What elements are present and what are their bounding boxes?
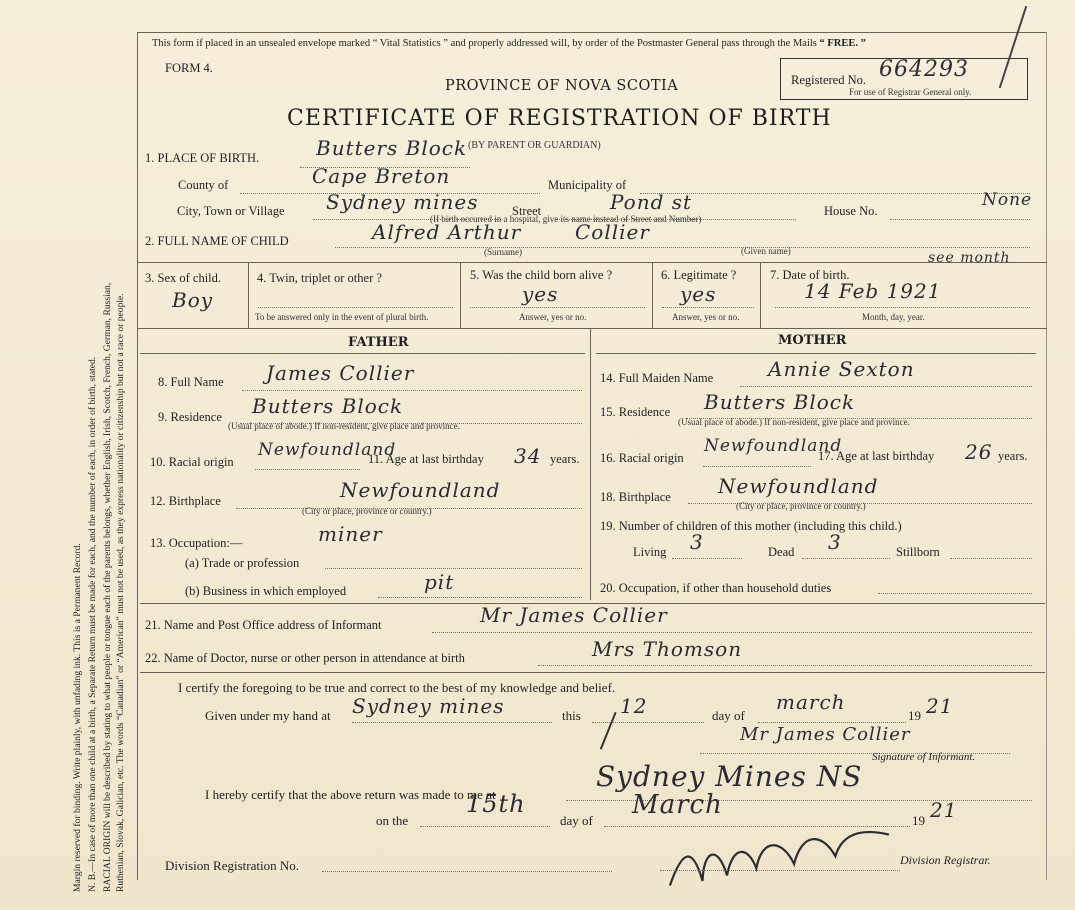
child-surname-value: Alfred Arthur [372, 220, 522, 244]
sex-value: Boy [172, 288, 214, 312]
municipality-label: Municipality of [548, 178, 627, 192]
place-of-birth-value: Butters Block [316, 136, 468, 160]
father-name-value: James Collier [266, 361, 415, 385]
doctor-label: 22. Name of Doctor, nurse or other person in attendance at birth [145, 651, 465, 665]
house-no-value: None [982, 190, 1033, 210]
informant-label: 21. Name and Post Office address of Informant [145, 618, 382, 632]
trade-label: (a) Trade or profession [185, 556, 300, 570]
dob-label: 7. Date of birth. [770, 268, 850, 282]
father-birthplace-value: Newfoundland [340, 478, 501, 502]
mother-heading: MOTHER [778, 333, 847, 348]
registrar-signature [662, 814, 895, 886]
dob-caption: Month, day, year. [862, 312, 925, 322]
dob-note: see month [928, 250, 1011, 266]
mail-note: This form if placed in an unsealed envelope marked “ Vital Statistics ” and properly addressed will, by order of the Postmaster General pass through the Mails “ FREE. ” [152, 38, 866, 49]
father-residence-label: 9. Residence [158, 410, 222, 424]
informant-signature: Mr James Collier [740, 724, 911, 745]
form-number: FORM 4. [165, 61, 213, 75]
mother-occupation-label: 20. Occupation, if other than household duties [600, 581, 832, 595]
child-given-value: Collier [575, 220, 650, 244]
stillborn-label: Stillborn [896, 545, 940, 559]
margin-note-3: RACIAL ORIGIN will be described by stating to what people or tongue each of the parents belongs, whether English, Irish, Scotch, French, German, Russian, [102, 282, 113, 892]
registered-label: Registered No. [791, 73, 866, 87]
living-label: Living [633, 545, 667, 559]
margin-note-1: Margin reserved for binding. Write plainly, with unfading ink. This is a Permanent Record. [72, 543, 83, 892]
father-occupation-label: 13. Occupation:— [150, 536, 243, 550]
signature-caption: Signature of Informant. [872, 751, 976, 763]
father-age-unit: years. [550, 452, 580, 466]
father-name-label: 8. Full Name [158, 375, 224, 389]
alive-value: yes [522, 282, 559, 306]
alive-caption: Answer, yes or no. [519, 312, 587, 322]
street-label: Street [512, 204, 542, 218]
county-value: Cape Breton [312, 164, 451, 188]
mother-age-label: 17. Age at last birthday [818, 449, 935, 463]
registrar-day-of-label: day of [560, 813, 593, 828]
mother-racial-label: 16. Racial origin [600, 451, 684, 465]
mother-age-value: 26 [965, 440, 993, 464]
father-heading: FATHER [348, 335, 409, 350]
registrar-year-prefix: 19 [912, 813, 925, 828]
hospital-note: (If birth occurred in a hospital, give its name instead of Street and Number) [430, 214, 702, 224]
province-heading: PROVINCE OF NOVA SCOTIA [445, 78, 679, 94]
living-value: 3 [690, 530, 704, 554]
registrar-place-value: Sydney Mines NS [596, 760, 863, 793]
margin-notes [68, 30, 130, 910]
father-age-value: 34 [514, 444, 542, 468]
legitimate-caption: Answer, yes or no. [672, 312, 740, 322]
business-label: (b) Business in which employed [185, 584, 347, 598]
registrar-statement: I hereby certify that the above return was made to me at [205, 787, 496, 802]
father-residence-value: Butters Block [252, 394, 404, 418]
registered-box [780, 58, 1028, 100]
legitimate-label: 6. Legitimate ? [661, 268, 737, 282]
father-occupation-value: miner [318, 522, 383, 546]
mother-racial-value: Newfoundland [704, 436, 843, 456]
informant-value: Mr James Collier [480, 603, 668, 627]
county-label: County of [178, 178, 229, 192]
given-day-of-label: day of [712, 708, 745, 723]
margin-note-4: Ruthenian, Slovak, Galician, etc. The words “Canadian” or “American” must not be used, as they express nationality or citizenship but not a race or people. [115, 293, 126, 892]
mother-birthplace-value: Newfoundland [718, 474, 879, 498]
registrar-day-value: 15th [466, 790, 526, 818]
dob-value: 14 Feb 1921 [804, 279, 942, 303]
mother-residence-label: 15. Residence [600, 405, 671, 419]
given-month-value: march [776, 690, 846, 714]
margin-note-2: N. B.—In case of more than one child at a birth, a Separate Return must be made for each, and the number of each, in order of birth, stated. [87, 356, 98, 892]
division-registration-label: Division Registration No. [165, 858, 299, 873]
doctor-value: Mrs Thomson [592, 637, 743, 661]
child-name-label: 2. FULL NAME OF CHILD [145, 234, 289, 248]
father-birthplace-label: 12. Birthplace [150, 494, 221, 508]
place-of-birth-label: 1. PLACE OF BIRTH. [145, 151, 260, 165]
dead-value: 3 [828, 530, 842, 554]
certify-statement: I certify the foregoing to be true and correct to the best of my knowledge and belief. [178, 680, 616, 695]
parent-guardian-note: (BY PARENT OR GUARDIAN) [468, 140, 601, 151]
father-residence-caption: (Usual place of abode.) If non-resident, give place and province. [228, 421, 460, 431]
city-value: Sydney mines [326, 190, 479, 214]
business-value: pit [424, 570, 455, 594]
on-the-label: on the [376, 813, 409, 828]
registrar-year-value: 21 [930, 798, 958, 822]
given-year-value: 21 [926, 694, 954, 718]
given-day-value: 12 [620, 694, 648, 718]
given-name-caption: (Given name) [741, 246, 791, 256]
legitimate-value: yes [680, 282, 717, 306]
given-year-prefix: 19 [908, 708, 921, 723]
mother-residence-caption: (Usual place of abode.) If non-resident, give place and province. [678, 417, 910, 427]
mother-name-label: 14. Full Maiden Name [600, 371, 714, 385]
city-label: City, Town or Village [177, 204, 285, 218]
mother-residence-value: Butters Block [704, 390, 856, 414]
mother-name-value: Annie Sexton [768, 357, 915, 381]
father-racial-label: 10. Racial origin [150, 455, 234, 469]
twin-note: To be answered only in the event of plural birth. [255, 312, 429, 322]
registered-number: 664293 [879, 57, 969, 82]
alive-label: 5. Was the child born alive ? [470, 268, 613, 282]
this-label: this [562, 708, 581, 723]
mother-age-unit: years. [998, 449, 1028, 463]
certificate-title: CERTIFICATE OF REGISTRATION OF BIRTH [287, 106, 832, 131]
father-birthplace-caption: (City or place, province or country.) [302, 506, 432, 516]
registrar-month-value: March [632, 790, 723, 820]
street-value: Pond st [610, 190, 693, 214]
father-age-label: 11. Age at last birthday [368, 452, 484, 466]
mother-birthplace-caption: (City or place, province or country.) [736, 501, 866, 511]
division-registrar-caption: Division Registrar. [900, 853, 991, 867]
dead-label: Dead [768, 545, 795, 559]
house-no-label: House No. [824, 204, 878, 218]
twin-label: 4. Twin, triplet or other ? [257, 271, 382, 285]
children-count-label: 19. Number of children of this mother (including this child.) [600, 519, 902, 533]
given-label: Given under my hand at [205, 708, 331, 723]
father-racial-value: Newfoundland [258, 440, 397, 460]
surname-caption: (Surname) [484, 247, 522, 257]
given-place-value: Sydney mines [352, 694, 505, 718]
registrar-use-note: For use of Registrar General only. [849, 87, 972, 97]
sex-label: 3. Sex of child. [145, 271, 222, 285]
mother-birthplace-label: 18. Birthplace [600, 490, 671, 504]
